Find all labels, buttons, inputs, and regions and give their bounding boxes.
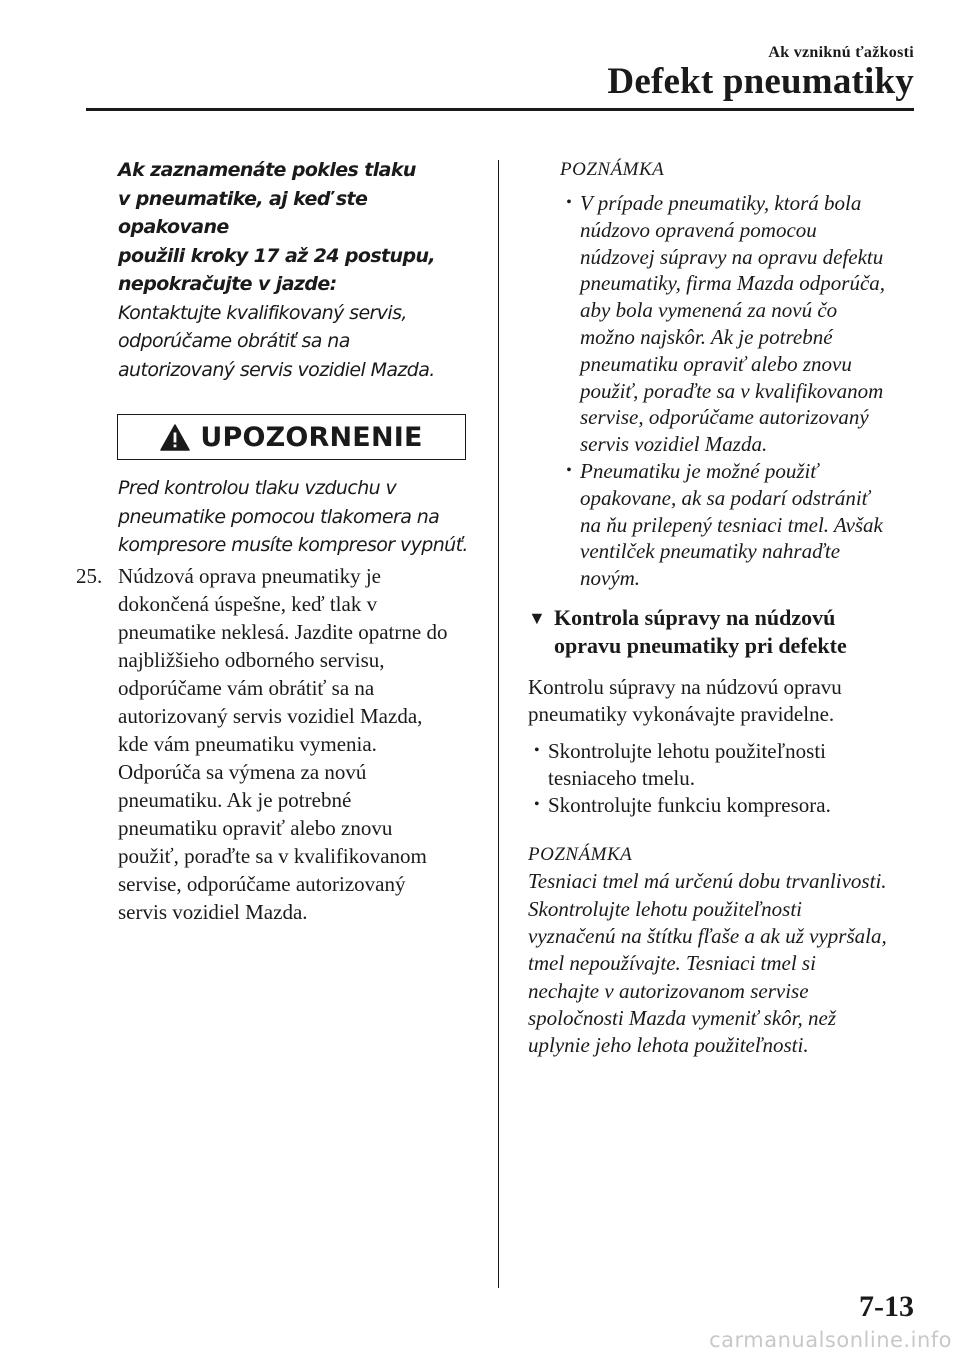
- note-line: pneumatiku opraviť alebo znovu: [580, 351, 852, 376]
- right-column: [528, 156, 920, 1059]
- note2-line: tmel nepoužívajte. Tesniaci tmel si: [528, 951, 816, 976]
- page-number: 7-13: [859, 1290, 914, 1323]
- warning-block: [76, 156, 472, 384]
- warning-text-line: Kontaktujte kvalifikovaný servis,: [118, 301, 407, 324]
- warning-text-line: odporúčame obrátiť sa na: [118, 330, 350, 352]
- step-line: dokončená úspešne, keď tlak v: [118, 591, 378, 616]
- note-line: použiť, poraďte sa v kvalifikovanom: [580, 378, 884, 403]
- chapter-title: Ak vzniknú ťažkosti: [768, 44, 914, 61]
- bullet-dot-icon: •: [534, 741, 540, 759]
- note-line: Pneumatiku je možné použiť: [580, 458, 819, 483]
- list-item: [528, 738, 920, 792]
- caution-box: [117, 414, 466, 460]
- step-line: pneumatiku opraviť alebo znovu: [118, 815, 393, 840]
- note2-line: Tesniaci tmel má určenú dobu trvanlivosti.: [528, 869, 887, 894]
- note-line: servis vozidiel Mazda.: [580, 432, 768, 457]
- column-divider: [498, 160, 499, 1288]
- warning-bold-line: v pneumatike, aj keď ste opakovane: [118, 187, 368, 238]
- caution-text-line: kompresore musíte kompresor vypnúť.: [118, 534, 468, 556]
- step-line: najbližšieho odborného servisu,: [118, 647, 385, 672]
- check-line: Skontrolujte lehotu použiteľnosti: [548, 738, 827, 763]
- bullet-dot-icon: •: [566, 461, 572, 479]
- note-bullets: [528, 190, 920, 592]
- warning-triangle-icon: [160, 424, 190, 451]
- section-heading-line: Kontrola súpravy na núdzovú: [554, 604, 836, 630]
- note-line: možno najskôr. Ak je potrebné: [580, 324, 833, 349]
- warning-bold-line: použili kroky 17 až 24 postupu,: [118, 244, 436, 267]
- list-item: [528, 792, 920, 819]
- step-line: servise, odporúčame autorizovaný: [118, 871, 406, 896]
- note-line: pneumatiky, firma Mazda odporúča,: [580, 271, 886, 296]
- caution-text: [76, 474, 472, 560]
- section-heading: [528, 604, 920, 660]
- paragraph-line: Kontrolu súpravy na núdzovú opravu: [528, 674, 842, 699]
- step-line: odporúčame vám obrátiť sa na: [118, 675, 375, 700]
- left-column: [76, 156, 472, 926]
- check-line: Skontrolujte funkciu kompresora.: [548, 792, 831, 817]
- note-line: novým.: [580, 566, 641, 591]
- check-line: tesniaceho tmelu.: [548, 765, 695, 790]
- note-line: aby bola vymenená za novú čo: [580, 298, 838, 323]
- header-divider: [86, 108, 914, 111]
- note-line: opakovane, ak sa podarí odstrániť: [580, 485, 870, 510]
- step-line: autorizovaný servis vozidiel Mazda,: [118, 703, 423, 728]
- step-text: [118, 562, 472, 926]
- step-line: pneumatike neklesá. Jazdite opatrne do: [118, 619, 448, 644]
- note-heading: POZNÁMKA: [560, 159, 665, 180]
- note-line: núdzovo opravená pomocou: [580, 217, 817, 242]
- list-item: [528, 190, 920, 458]
- step-line: Núdzová oprava pneumatiky je: [118, 563, 381, 588]
- note2-line: spoločnosti Mazda vymeniť skôr, než: [528, 1005, 837, 1030]
- check-bullets: [528, 738, 920, 818]
- warning-bold-line: nepokračujte v jazde:: [118, 273, 337, 295]
- step-line: pneumatiku. Ak je potrebné: [118, 787, 352, 812]
- note2-line: uplynie jeho lehota použiteľnosti.: [528, 1033, 809, 1058]
- bullet-dot-icon: •: [534, 795, 540, 813]
- warning-bold-line: Ak zaznamenáte pokles tlaku: [118, 159, 416, 181]
- step-line: Odporúča sa výmena za novú: [118, 759, 367, 784]
- triangle-down-icon: ▼: [528, 607, 546, 628]
- caution-text-line: Pred kontrolou tlaku vzduchu v: [118, 477, 397, 499]
- page-title: Defekt pneumatiky: [607, 61, 914, 102]
- section-heading-line: opravu pneumatiky pri defekte: [554, 632, 847, 658]
- note2-line: nechajte v autorizovanom servise: [528, 978, 809, 1003]
- note-line: na ňu prilepený tesniaci tmel. Avšak: [580, 512, 883, 537]
- bullet-dot-icon: •: [566, 194, 572, 211]
- step-line: použiť, poraďte sa v kvalifikovanom: [118, 843, 427, 868]
- watermark: carmanualsonline.info: [709, 1328, 952, 1352]
- intro-paragraph: [528, 674, 920, 728]
- note2-heading: POZNÁMKA: [528, 844, 633, 866]
- caution-text-line: pneumatike pomocou tlakomera na: [118, 505, 440, 528]
- note-line: servise, odporúčame autorizovaný: [580, 405, 869, 430]
- step-25: [76, 562, 472, 926]
- note-line: V prípade pneumatiky, ktorá bola: [580, 191, 862, 215]
- note2-line: vyznačenú na štítku fľaše a ak už vypršala,: [528, 923, 887, 948]
- note2-text: [528, 868, 920, 1059]
- list-item: [528, 458, 920, 592]
- caution-label: UPOZORNENIE: [200, 421, 423, 453]
- note-line: ventilček pneumatiky nahraďte: [580, 539, 841, 564]
- warning-text-line: autorizovaný servis vozidiel Mazda.: [118, 358, 435, 381]
- step-line: kde vám pneumatiku vymenia.: [118, 731, 377, 756]
- paragraph-line: pneumatiky vykonávajte pravidelne.: [528, 701, 835, 726]
- note2-line: Skontrolujte lehotu použiteľnosti: [528, 896, 803, 921]
- note-line: núdzovej súpravy na opravu defektu: [580, 244, 884, 269]
- step-line: servis vozidiel Mazda.: [118, 899, 308, 924]
- step-number: 25.: [76, 563, 103, 588]
